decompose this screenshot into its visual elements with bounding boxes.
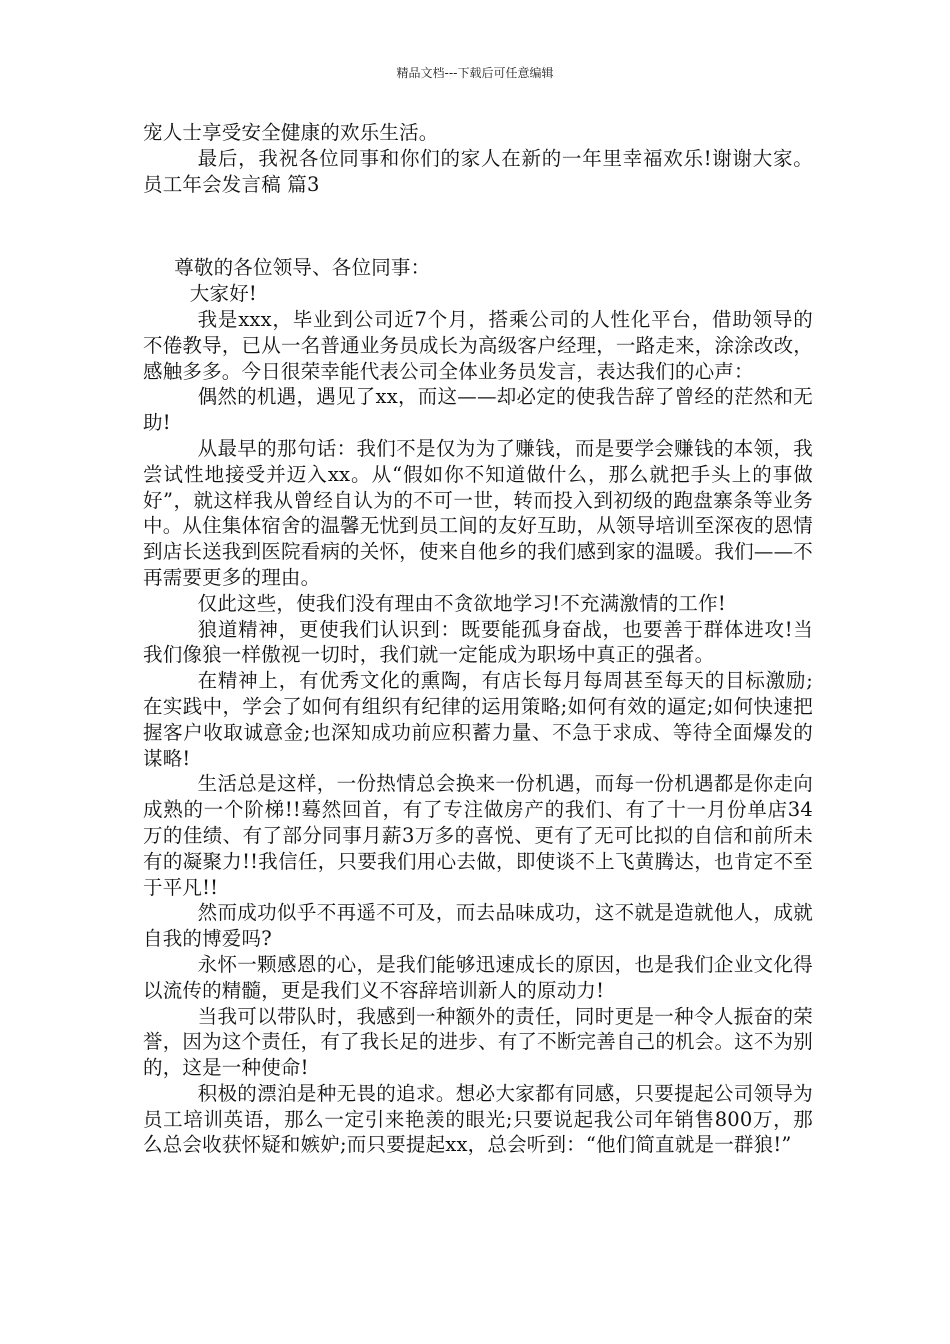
paragraph-11: 当我可以带队时，我感到一种额外的责任，同时更是一种令人振奋的荣誉，因为这个责任，有了我长足的进步、有了不断完善自己的机会。这不为别的，这是一种使命!	[143, 1004, 813, 1080]
paragraph-12: 积极的漂泊是种无畏的追求。想必大家都有同感，只要提起公司领导为员工培训英语，那么一定引来艳羡的眼光;只要说起我公司年销售800万，那么总会收获怀疑和嫉妒;而只要提起xx，总会听到：“他们简直就是一群狼!”	[143, 1081, 813, 1157]
paragraph-5: 仅此这些，使我们没有理由不贪欲地学习!不充满激情的工作!	[197, 591, 726, 615]
blank-gap	[143, 197, 813, 255]
paragraph-9: 然而成功似乎不再遥不可及，而去品味成功，这不就是造就他人，成就自我的博爱吗?	[143, 901, 813, 951]
paragraph-4: 从最早的那句话：我们不是仅为为了赚钱，而是要学会赚钱的本领，我尝试性地接受并迈入xx。从“假如你不知道做什么，那么就把手头上的事做好”，就这样我从曾经自认为的不可一世，转而投入到初级的跑盘寨条等业务中。从住集体宿舍的温馨无忧到员工间的友好互助，从领导培训至深夜的恩情到店长送我到医院看病的关怀，使来自他乡的我们感到家的温暖。我们——不再需要更多的理由。	[143, 436, 813, 589]
salutation: 尊敬的各位领导、各位同事：	[174, 256, 431, 280]
header-text: 精品文档---下载后可任意编辑	[396, 66, 554, 80]
paragraph-8: 生活总是这样，一份热情总会换来一份机遇，而每一份机遇都是你走向成熟的一个阶梯!!蓦然回首，有了专注做房产的我们、有了十一月份单店34万的佳绩、有了部分同事月薪3万多的喜悦、更有了无可比拟的自信和前所未有的凝聚力!!我信任，只要我们用心去做，即使谈不上飞黄腾达，也肯定不至于平凡!!	[143, 772, 813, 899]
paragraph-0: 宠人士享受安全健康的欢乐生活。	[143, 121, 439, 144]
paragraph-3: 偶然的机遇，遇见了xx，而这——却必定的使我告辞了曾经的茫然和无助!	[143, 385, 813, 435]
paragraph-2: 我是xxx，毕业到公司近7个月，搭乘公司的人性化平台，借助领导的不倦教导，已从一名普通业务员成长为高级客户经理，一路走来，涂涂改改，感触多多。今日很荣幸能代表公司全体业务员发言，表达我们的心声：	[143, 307, 813, 383]
document-body	[143, 120, 813, 1158]
paragraph-1: 最后，我祝各位同事和你们的家人在新的一年里幸福欢乐!谢谢大家。员工年会发言稿 篇3	[143, 146, 813, 196]
paragraph-10: 永怀一颗感恩的心，是我们能够迅速成长的原因，也是我们企业文化得以流传的精髓，更是我们义不容辞培训新人的原动力!	[143, 952, 813, 1002]
paragraph-7: 在精神上，有优秀文化的熏陶，有店长每月每周甚至每天的目标激励;在实践中，学会了如何有组织有纪律的运用策略;如何有效的逼定;如何快速把握客户收取诚意金;也深知成功前应积蓄力量、不急于求成、等待全面爆发的谋略!	[143, 669, 813, 770]
page-header	[0, 65, 950, 81]
paragraph-6: 狼道精神，更使我们认识到：既要能孤身奋战，也要善于群体进攻!当我们像狼一样傲视一切时，我们就一定能成为职场中真正的强者。	[143, 617, 813, 667]
greeting: 大家好!	[189, 282, 257, 306]
